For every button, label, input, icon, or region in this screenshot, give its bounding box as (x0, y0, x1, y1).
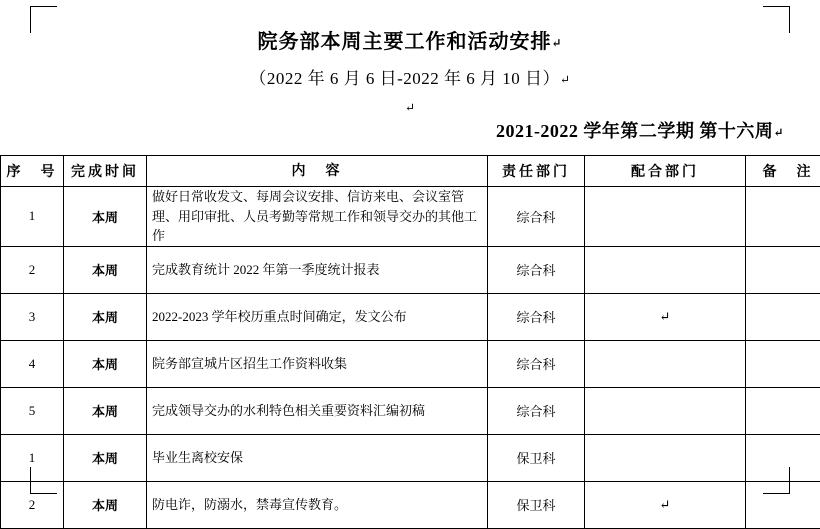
cell-time: 本周 (64, 293, 147, 340)
cell-time: 本周 (64, 387, 147, 434)
cell-content: 院务部宣城片区招生工作资料收集 (147, 340, 488, 387)
paragraph-mark: ↵ (551, 36, 562, 50)
cell-time: 本周 (64, 246, 147, 293)
cell-remark (746, 187, 820, 247)
table-row (1, 481, 820, 528)
cell-assist (585, 187, 746, 247)
cell-content: 防电诈，防溺水，禁毒宣传教育。 (147, 481, 488, 528)
paragraph-mark: ↵ (560, 73, 571, 87)
cell-seq: 2 (1, 246, 64, 293)
cell-dept: 综合科 (488, 293, 585, 340)
cell-assist: ↵ (585, 481, 746, 528)
cell-seq: 4 (1, 340, 64, 387)
cell-assist (585, 387, 746, 434)
column-header-seq: 序 号 (1, 156, 64, 187)
cell-dept: 综合科 (488, 340, 585, 387)
cell-dept: 综合科 (488, 187, 585, 247)
term-week-text: 2021-2022 学年第二学期 第十六周 (496, 121, 774, 141)
cell-assist (585, 434, 746, 481)
cell-remark (746, 340, 820, 387)
term-week-line (0, 117, 820, 143)
table-row (1, 340, 820, 387)
cell-content: 毕业生离校安保 (147, 434, 488, 481)
cell-remark (746, 387, 820, 434)
table-header-row (1, 156, 820, 187)
cell-content: 做好日常收发文、每周会议安排、信访来电、会议室管理、用印审批、人员考勤等常规工作和领导交办的其他工作 (147, 187, 488, 247)
table-row (1, 387, 820, 434)
cell-content: 2022-2023 学年校历重点时间确定，发文公布 (147, 293, 488, 340)
cell-seq: 1 (1, 434, 64, 481)
cell-seq: 1 (1, 187, 64, 247)
empty-paragraph (0, 99, 820, 113)
column-header-assist: 配合部门 (585, 156, 746, 187)
cell-remark (746, 246, 820, 293)
cell-seq: 5 (1, 387, 64, 434)
column-header-content: 内 容 (147, 156, 488, 187)
table-row (1, 434, 820, 481)
table-body (1, 187, 820, 529)
cell-remark (746, 481, 820, 528)
cell-time: 本周 (64, 434, 147, 481)
cell-assist (585, 246, 746, 293)
cell-time: 本周 (64, 187, 147, 247)
schedule-table (0, 155, 820, 529)
column-header-dept: 责任部门 (488, 156, 585, 187)
cell-assist: ↵ (585, 293, 746, 340)
column-header-time: 完成时间 (64, 156, 147, 187)
page-title-text: 院务部本周主要工作和活动安排 (257, 31, 551, 53)
table-row (1, 187, 820, 247)
cell-content: 完成领导交办的水利特色相关重要资料汇编初稿 (147, 387, 488, 434)
cell-dept: 保卫科 (488, 481, 585, 528)
page-subtitle-text: （2022 年 6 月 6 日-2022 年 6 月 10 日） (249, 69, 560, 88)
cell-dept: 保卫科 (488, 434, 585, 481)
cell-dept: 综合科 (488, 387, 585, 434)
cell-dept: 综合科 (488, 246, 585, 293)
table-row (1, 246, 820, 293)
page-subtitle (0, 64, 820, 89)
cell-seq: 2 (1, 481, 64, 528)
cell-seq: 3 (1, 293, 64, 340)
table-header (1, 156, 820, 187)
page-title (0, 25, 820, 54)
cell-assist (585, 340, 746, 387)
cell-remark (746, 434, 820, 481)
cell-time: 本周 (64, 481, 147, 528)
column-header-remark: 备 注 (746, 156, 820, 187)
table-row (1, 293, 820, 340)
cell-time: 本周 (64, 340, 147, 387)
paragraph-mark: ↵ (773, 125, 784, 139)
cell-remark (746, 293, 820, 340)
cell-content: 完成教育统计 2022 年第一季度统计报表 (147, 246, 488, 293)
paragraph-mark: ↵ (405, 101, 415, 115)
